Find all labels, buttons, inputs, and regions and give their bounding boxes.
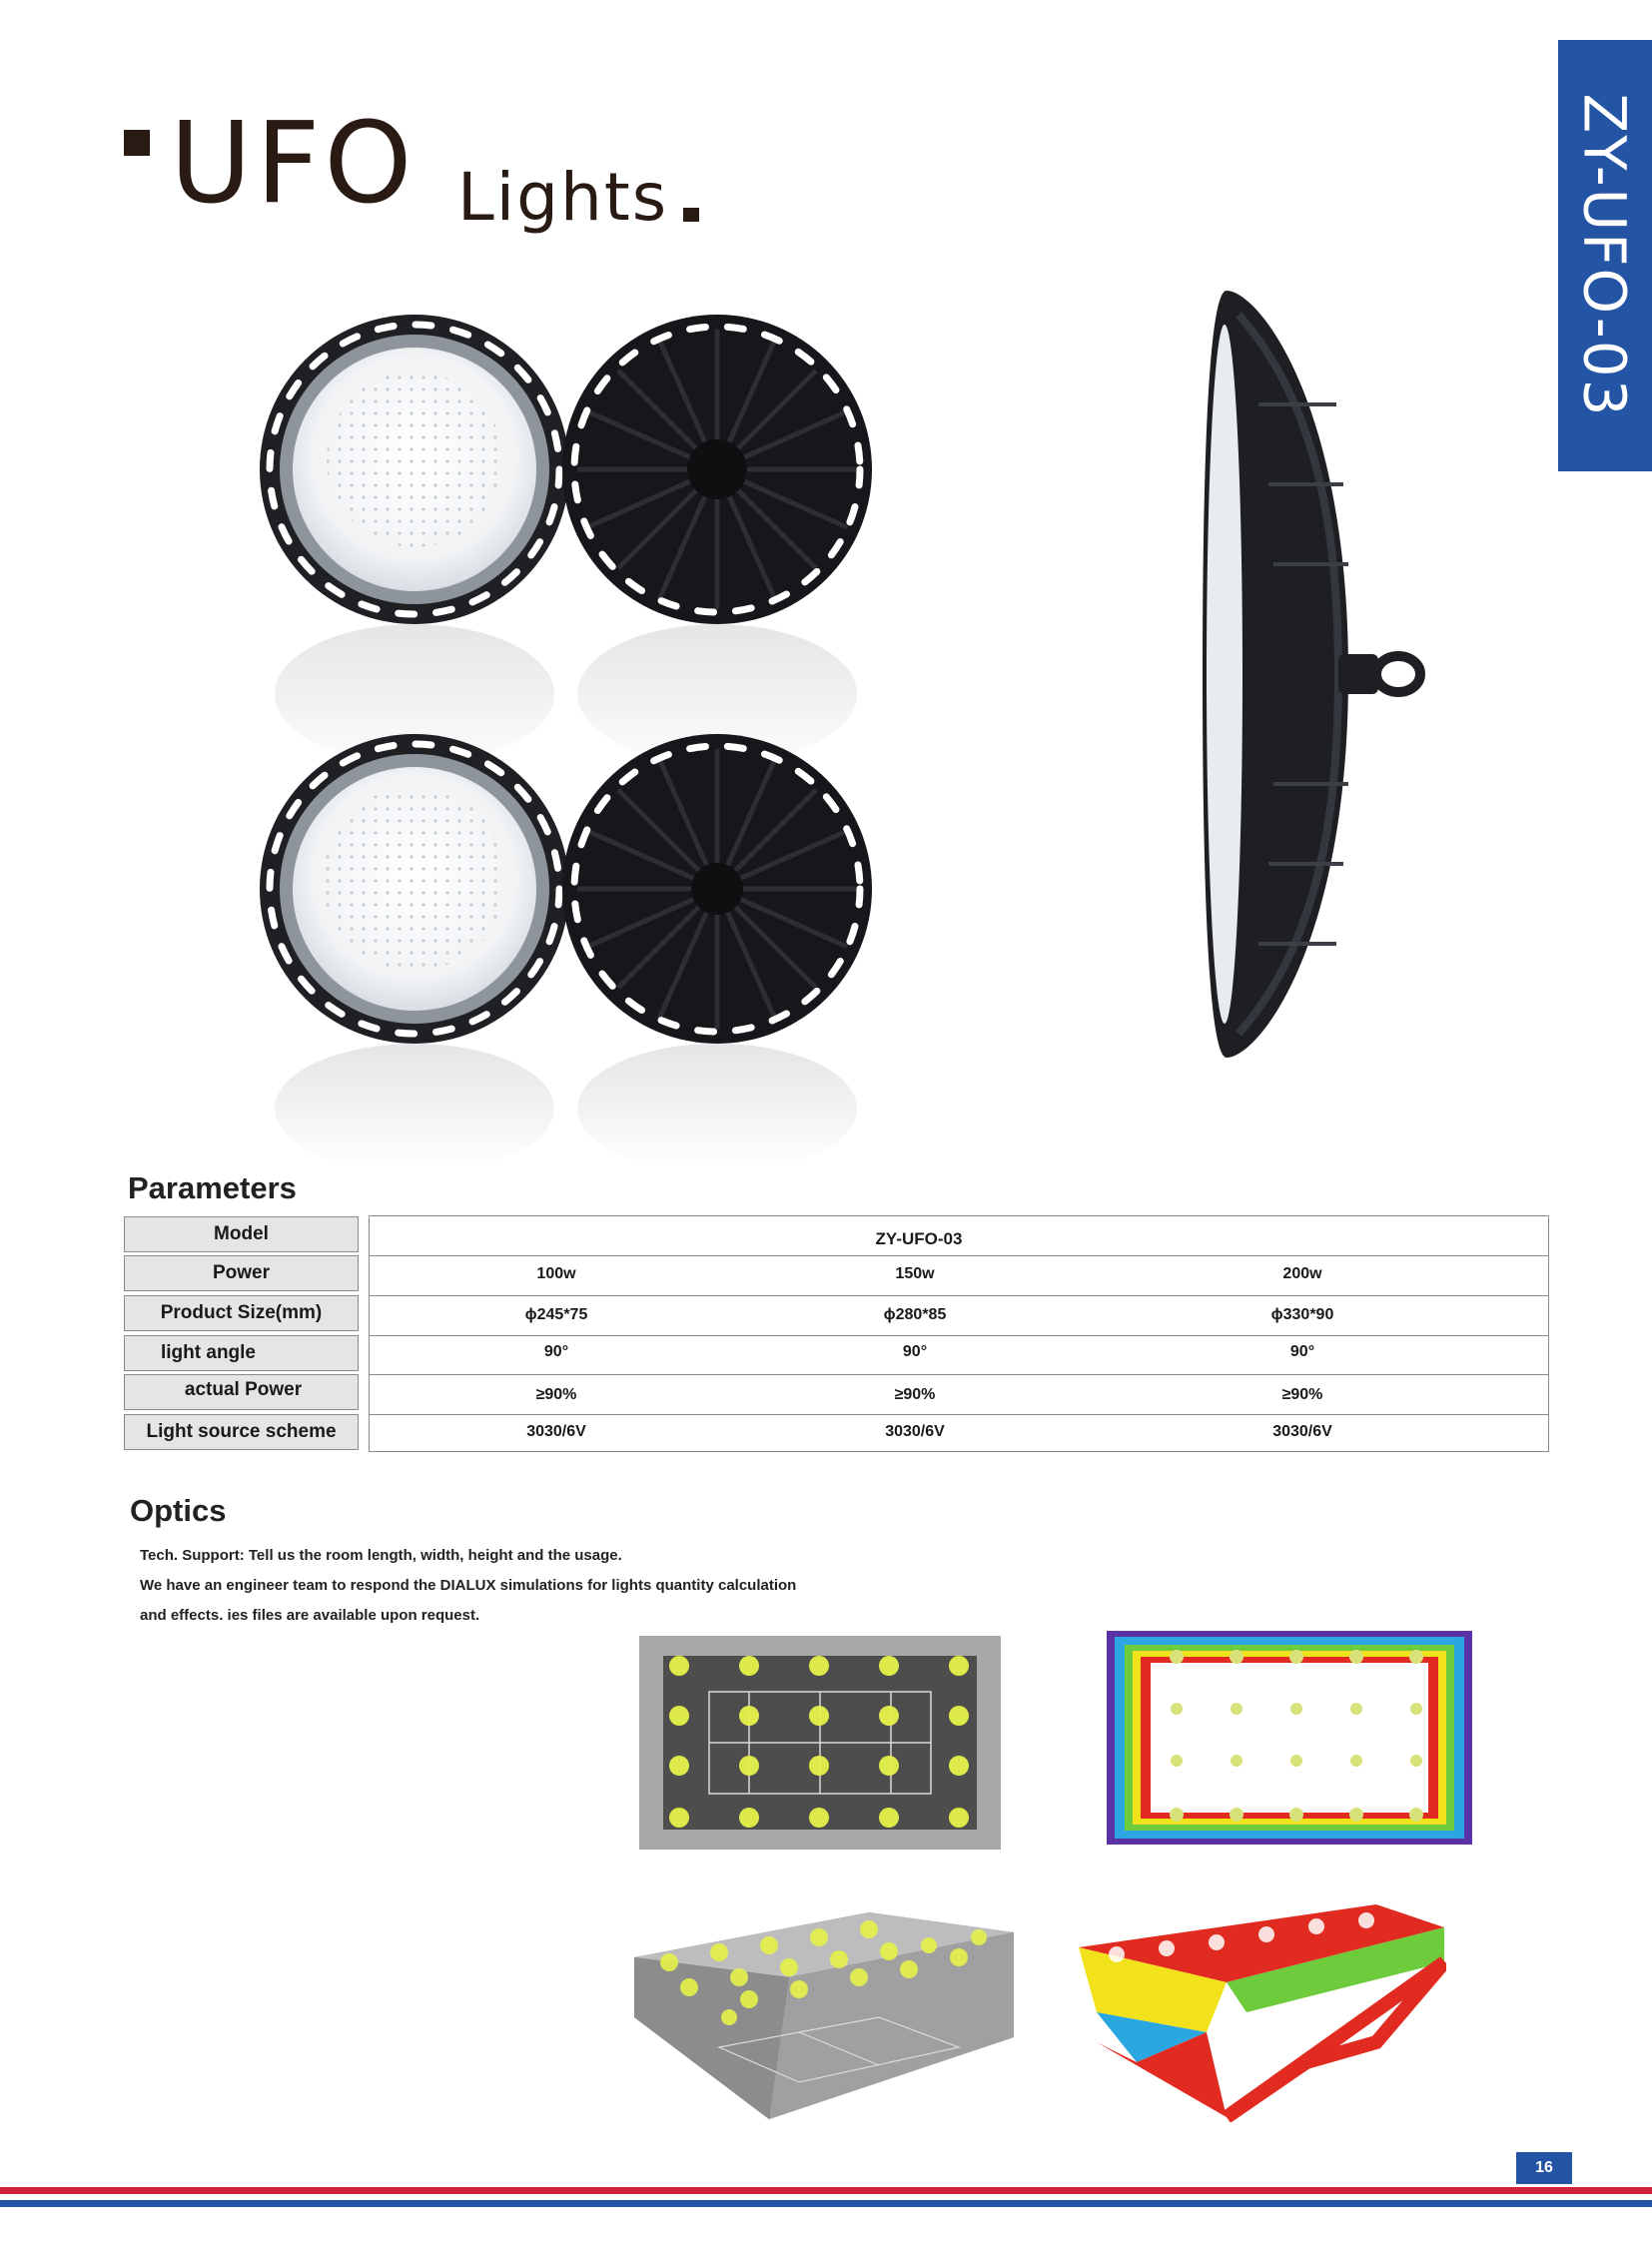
param-label-light-angle: light angle (124, 1335, 359, 1371)
dialux-false-color-top (1107, 1631, 1472, 1845)
param-actual-power-value: ≥90% (894, 1386, 936, 1403)
dialux-3d-view (629, 1907, 1019, 2122)
param-actual-power-value: ≥90% (535, 1386, 577, 1403)
photo-front-bottom (260, 734, 569, 1168)
table-divider (369, 1374, 1549, 1375)
product-photo-side (1199, 285, 1438, 1064)
param-label-size: Product Size(mm) (124, 1295, 359, 1331)
table-divider (369, 1255, 1549, 1256)
param-label-power: Power (124, 1255, 359, 1291)
title-square-end (683, 208, 699, 222)
dialux-top-view (639, 1636, 1001, 1850)
page-number: 16 (1516, 2152, 1572, 2184)
param-size-value: ϕ245*75 (524, 1306, 588, 1323)
parameters-heading: Parameters (128, 1170, 297, 1205)
photo-back-top (562, 315, 872, 779)
param-label-light-source: Light source scheme (124, 1414, 359, 1450)
param-power-value: 200w (1282, 1265, 1322, 1282)
page-title-ufo: UFO (170, 99, 416, 229)
optics-text-line: Tech. Support: Tell us the room length, width, height and the usage. (140, 1547, 622, 1564)
optics-text-line: We have an engineer team to respond the DIALUX simulations for lights quantity calculation (140, 1577, 797, 1594)
dialux-3d-false-color (1077, 1902, 1446, 2122)
photo-back-bottom (562, 734, 872, 1168)
param-angle-value: 90° (1289, 1343, 1315, 1360)
footer-stripe-red (0, 2187, 1652, 2194)
title-square-bullet (124, 130, 150, 156)
footer-stripe-blue (0, 2200, 1652, 2207)
optics-text-line: and effects. ies files are available upon request. (140, 1607, 480, 1624)
param-angle-value: 90° (543, 1343, 569, 1360)
param-angle-value: 90° (902, 1343, 928, 1360)
param-light-source-value: 3030/6V (526, 1423, 586, 1440)
param-light-source-value: 3030/6V (1272, 1423, 1332, 1440)
param-size-value: ϕ330*90 (1270, 1306, 1334, 1323)
table-divider (369, 1335, 1549, 1336)
param-power-value: 150w (895, 1265, 935, 1282)
param-label-model: Model (124, 1216, 359, 1252)
param-model-value: ZY-UFO-03 (875, 1229, 963, 1248)
model-side-tab-label: ZY-UFO-03 (1571, 93, 1639, 418)
table-divider (369, 1414, 1549, 1415)
product-photos (250, 300, 889, 1168)
param-size-value: ϕ280*85 (883, 1306, 947, 1323)
photo-front-top (260, 315, 569, 779)
param-values-table (369, 1215, 1549, 1452)
page-title-lights: Lights (457, 159, 669, 236)
table-divider (369, 1295, 1549, 1296)
param-light-source-value: 3030/6V (885, 1423, 945, 1440)
model-side-tab-label-wrap (1558, 40, 1652, 471)
param-actual-power-value: ≥90% (1281, 1386, 1323, 1403)
param-label-actual-power: actual Power (124, 1374, 359, 1410)
optics-heading: Optics (130, 1493, 227, 1528)
param-power-value: 100w (536, 1265, 576, 1282)
